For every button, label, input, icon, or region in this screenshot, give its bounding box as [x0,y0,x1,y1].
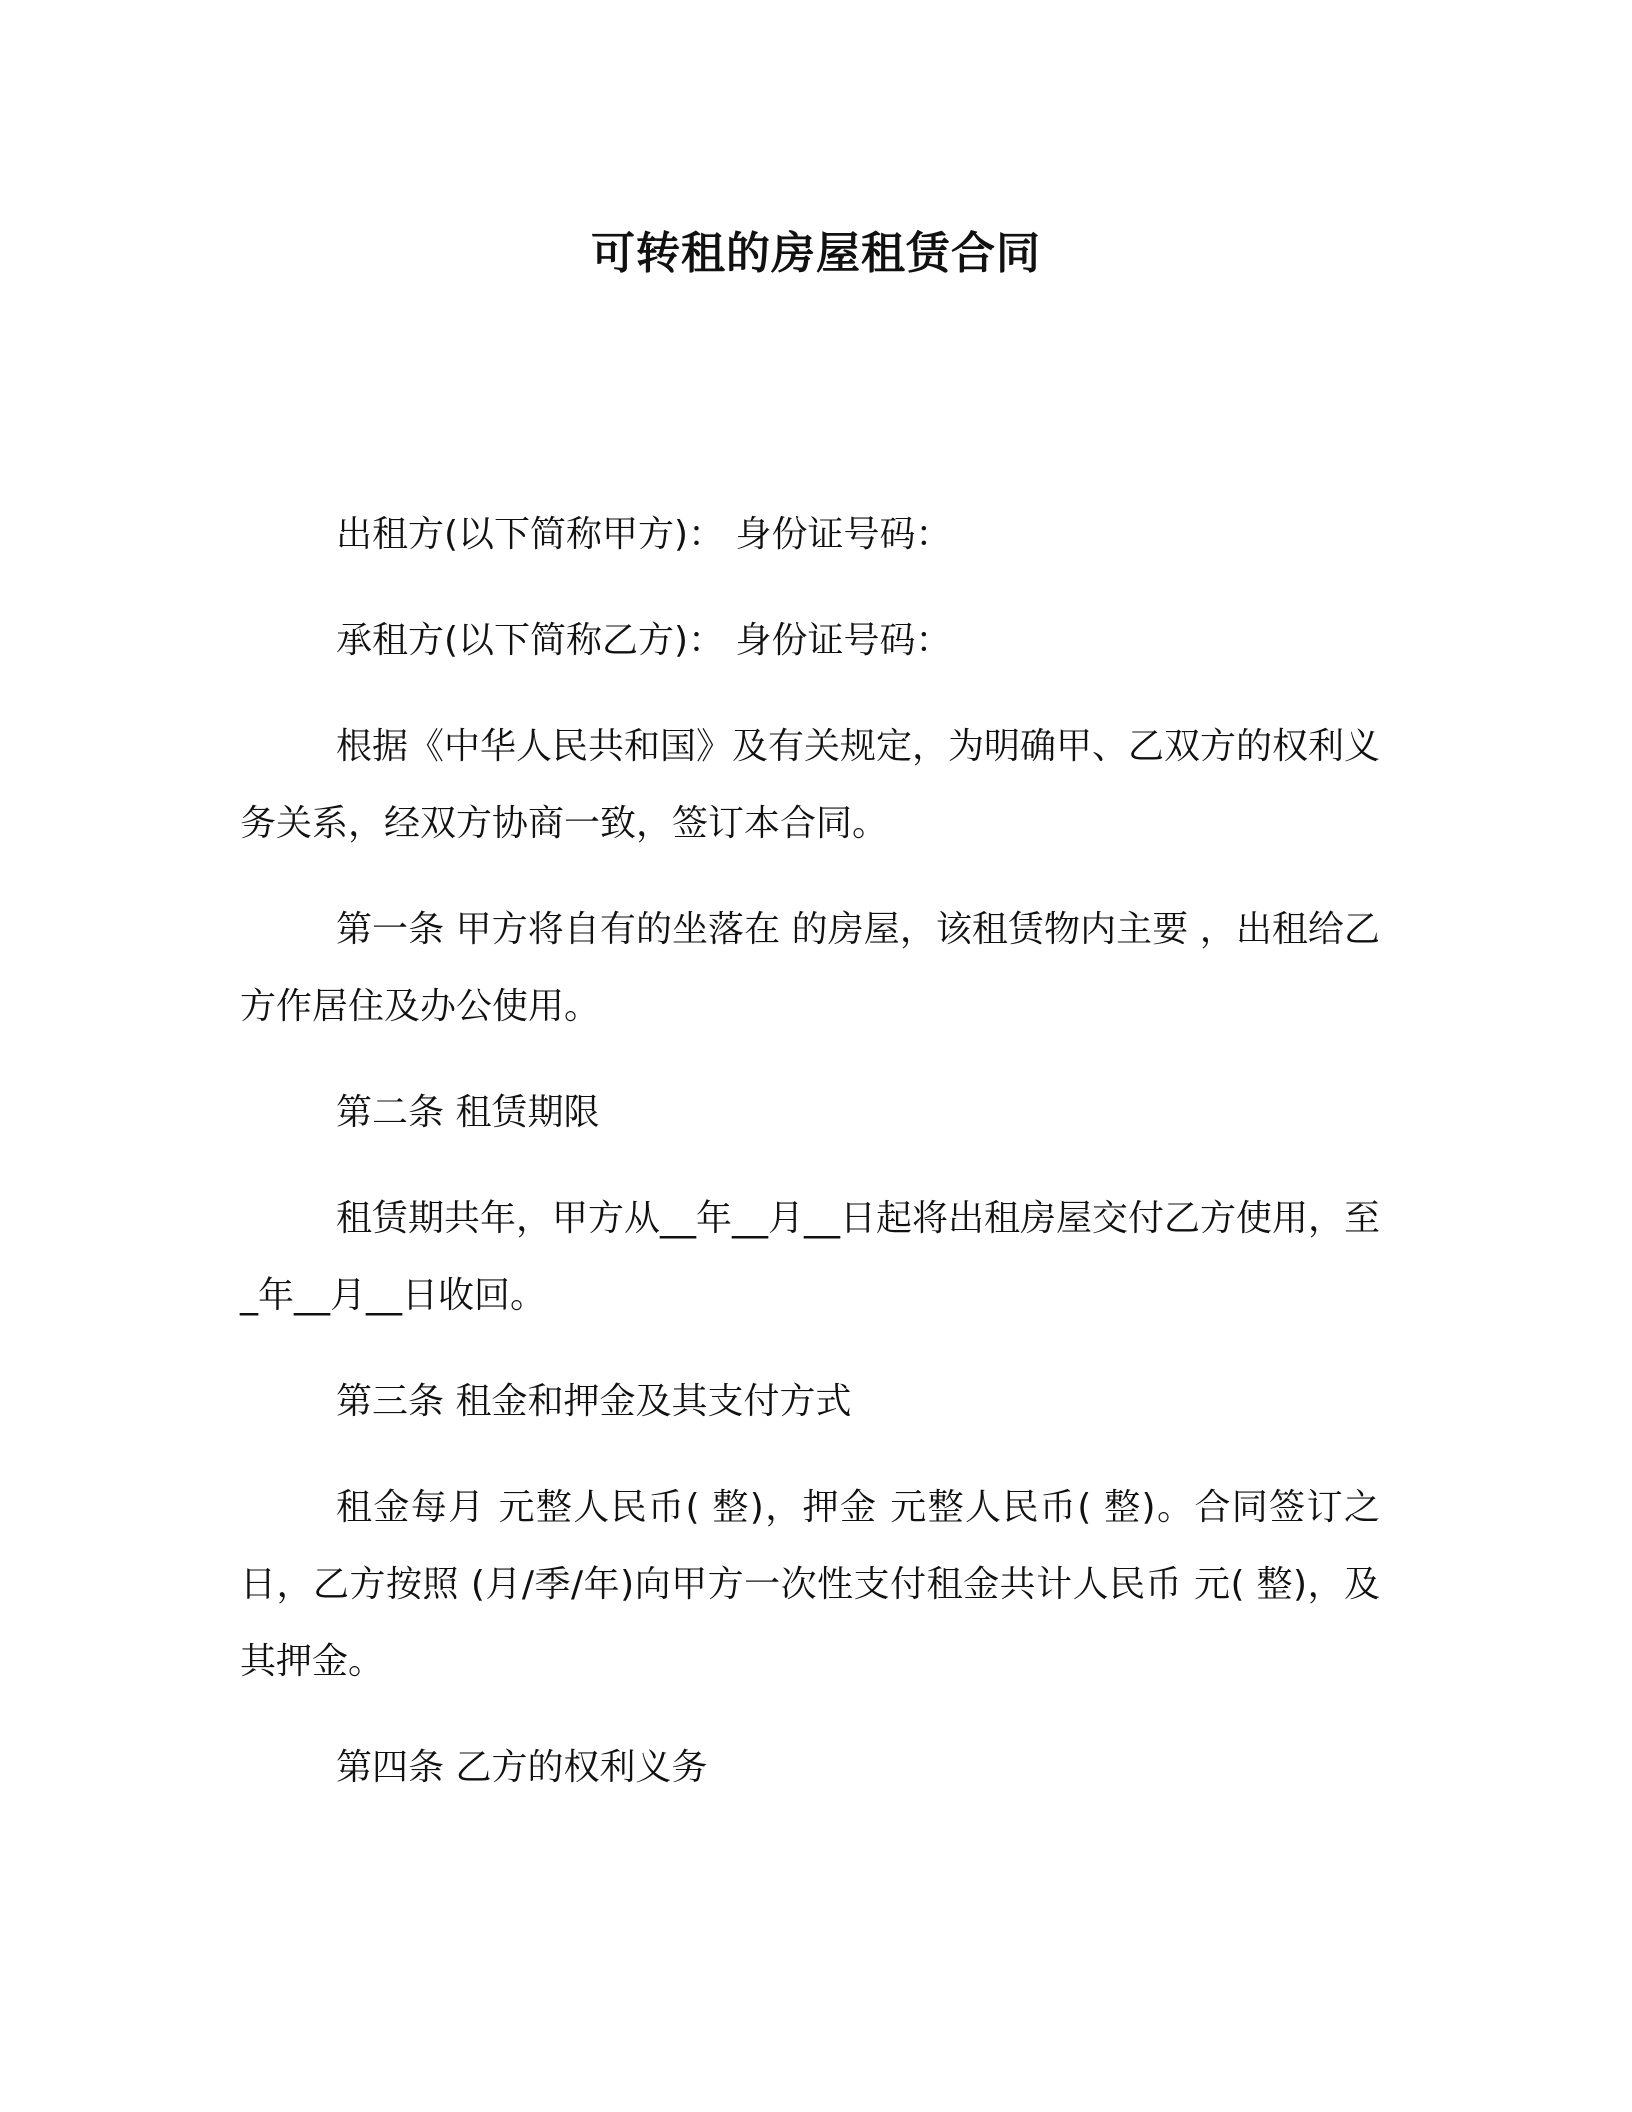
lessor-line: 出租方(以下简称甲方)： 身份证号码： [336,514,952,555]
lessee-line: 承租方(以下简称乙方)： 身份证号码： [336,620,952,661]
rent-deposit-paragraph: 租金每月 元整人民币( 整)，押金 元整人民币( 整)。合同签订之日，乙方按照 (月/季/年)向甲方一次性支付租金共计人民币 元( 整)，及其押金。 [240,1487,1380,1682]
article-4-heading: 第四条 乙方的权利义务 [336,1747,708,1788]
document-title: 可转租的房屋租赁合同 [591,228,1041,279]
article-1-paragraph: 第一条 甲方将自有的坐落在 的房屋，该租赁物内主要 ，出租给乙方作居住及办公使用。 [240,909,1380,1027]
document-body [240,496,1380,1835]
article-2-heading: 第二条 租赁期限 [336,1092,600,1133]
lease-term-paragraph: 租赁期共年，甲方从__年__月__日起将出租房屋交付乙方使用，至_年__月__日收回。 [240,1198,1381,1316]
article-3-heading: 第三条 租金和押金及其支付方式 [336,1381,852,1422]
preamble-paragraph: 根据《中华人民共和国》及有关规定，为明确甲、乙双方的权利义务关系，经双方协商一致，签订本合同。 [240,726,1381,844]
